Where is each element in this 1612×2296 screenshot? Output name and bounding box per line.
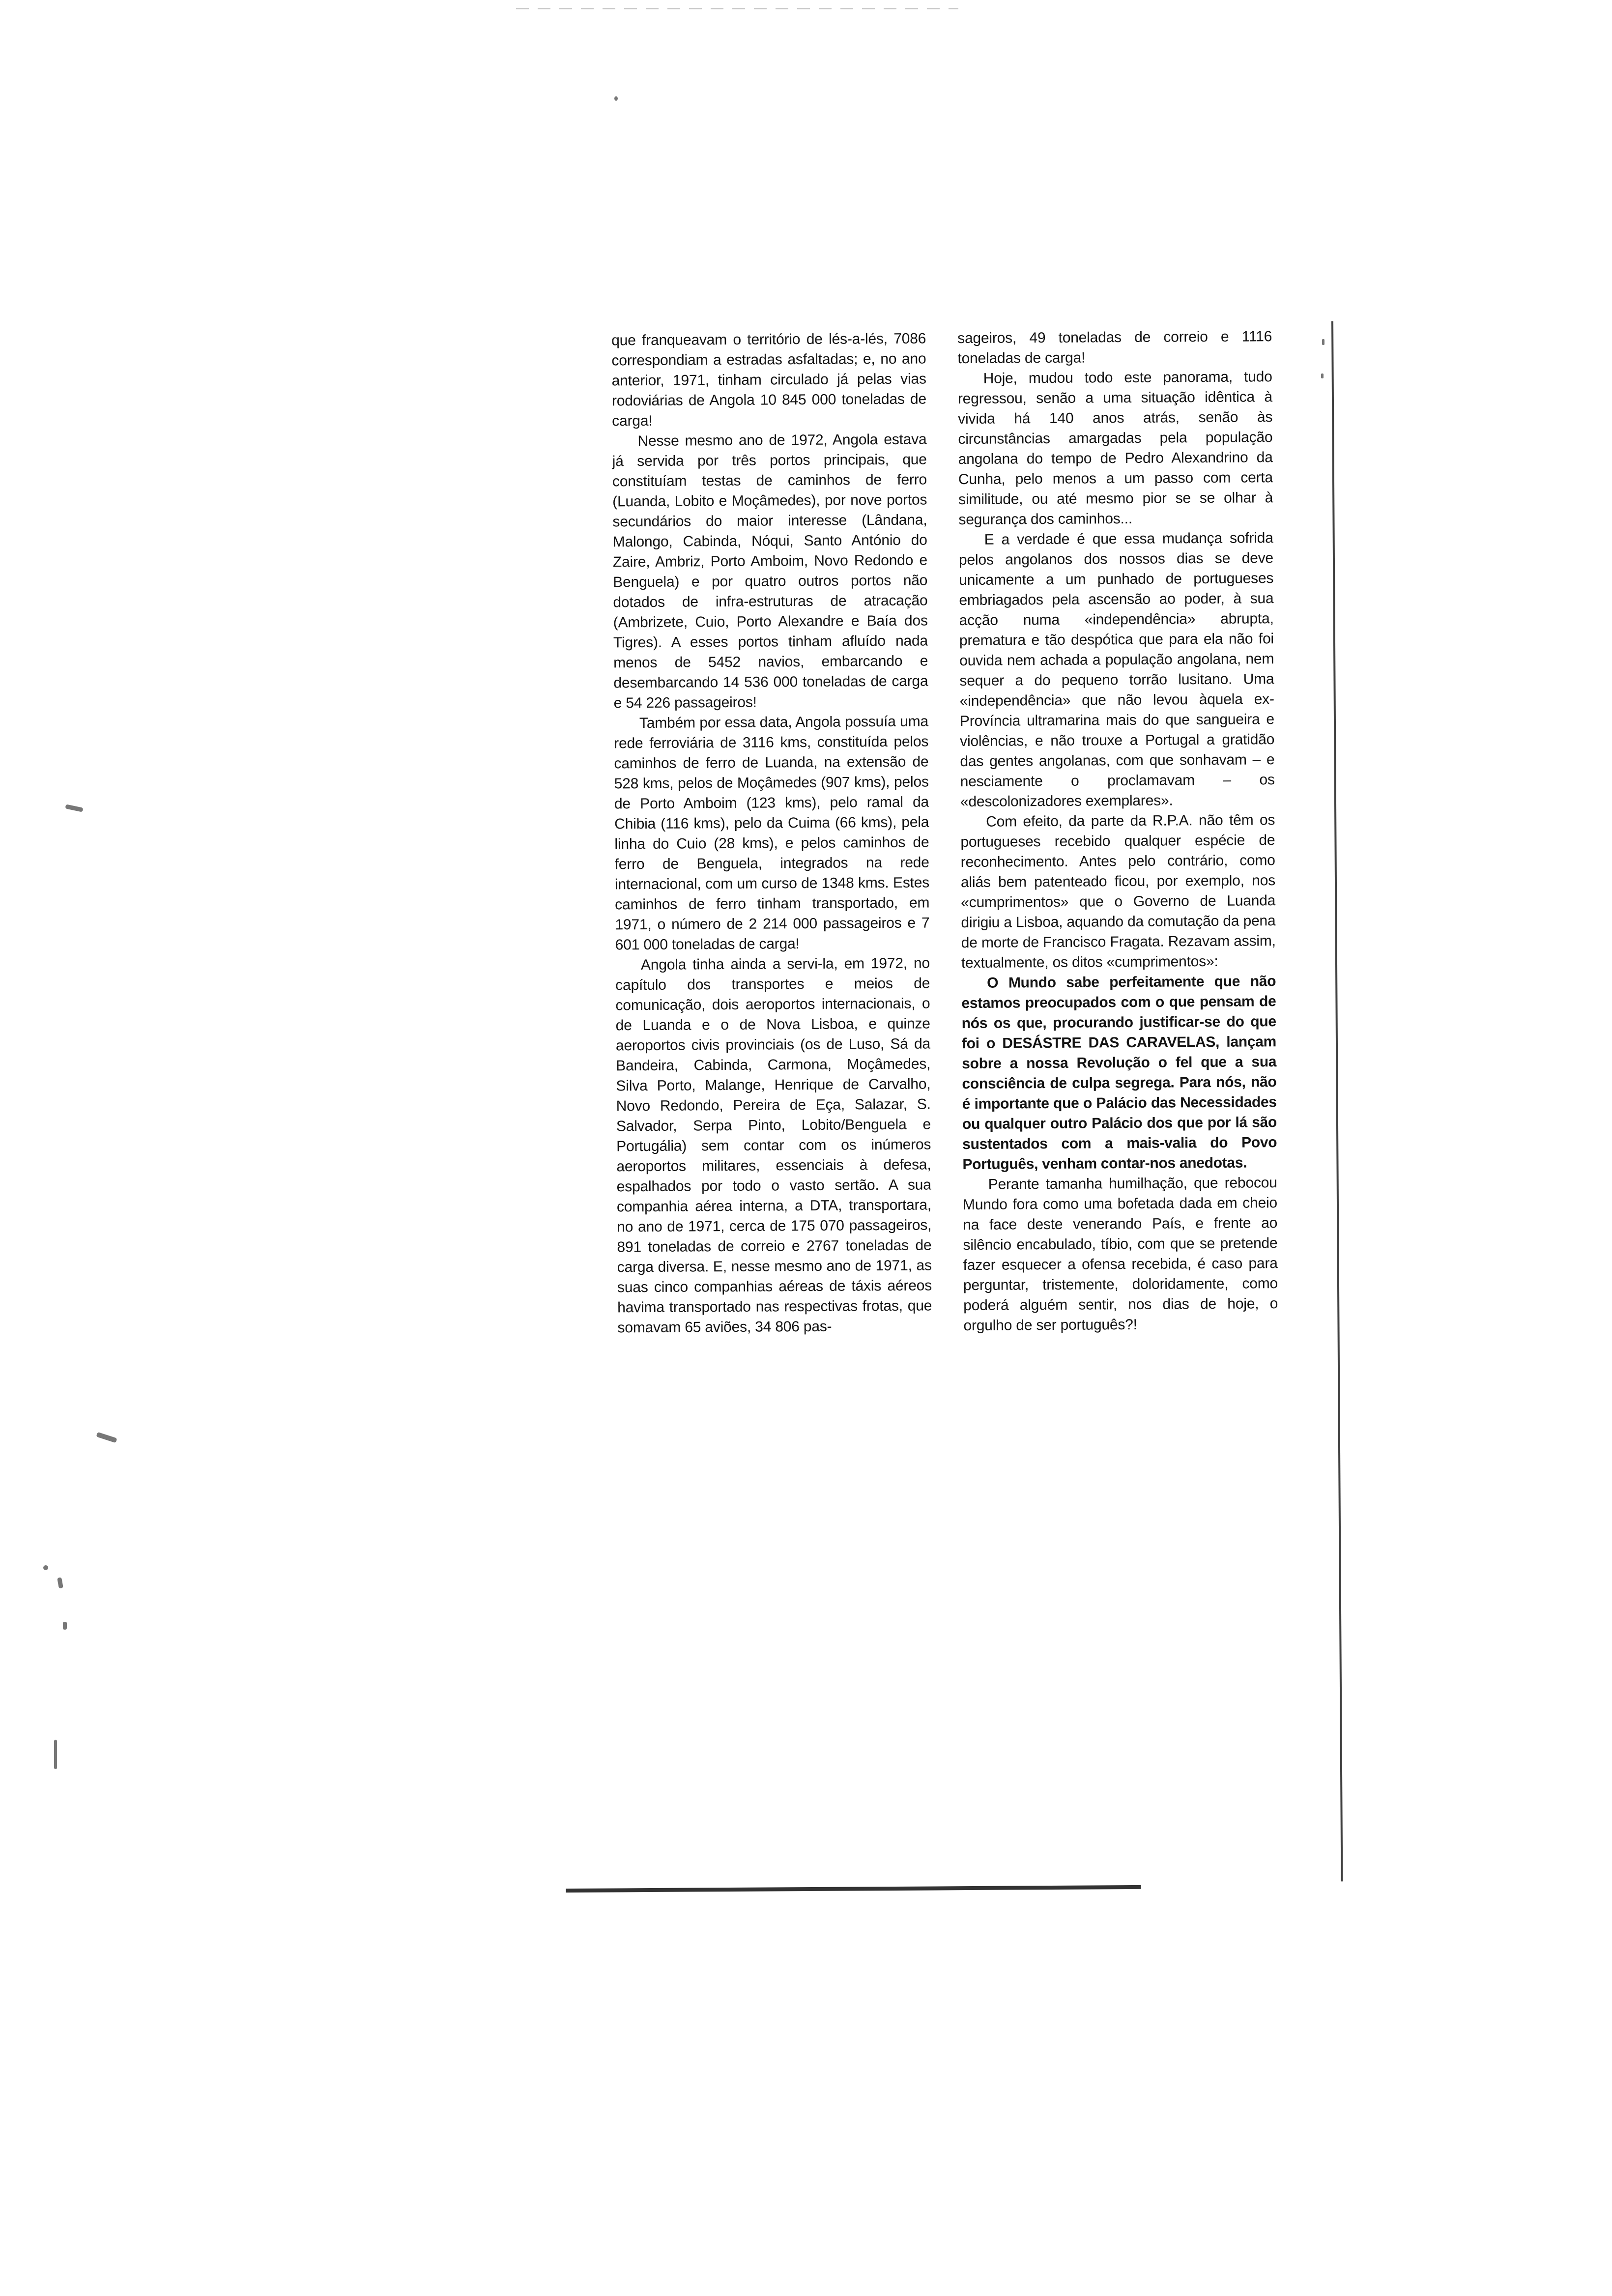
paragraph: E a verdade é que essa mudança sofrida pelos angolanos dos nossos dias se deve unicamente a um punhado de portugueses embriagados pela ascensão ao poder, à sua acção numa «independência» abrupta, prematura e tão despótica que para ela não foi ouvida nem achada a população angolana, nem sequer a do pequeno torrão lusitano. Uma «independência» que não levou àquela ex-Província ultramarina mais do que sangueira e violências, e não trouxe a Portugal a gratidão das gentes angolanas, com que sonhavam – e nesciamente o proclamavam – os «descolonizadores exemplares». <box>958 530 1275 810</box>
scan-speck <box>65 804 83 812</box>
paragraph: Nesse mesmo ano de 1972, Angola estava já servida por três portos principais, que constituíam testas de caminhos de ferro (Luanda, Lobito e Moçâmedes), por nove portos secundários do maior interesse (Lândana, Malongo, Cabinda, Nóqui, Santo António do Zaire, Ambriz, Porto Amboim, Novo Redondo e Benguela) e por quatro outros portos não dotados de infra-estruturas de atracação (Ambrizete, Cuio, Porto Alexandre e Baía dos Tigres). A esses portos tinham afluído nada menos de 5452 navios, embarcando e desembarcando 14 536 000 toneladas de carga e 54 226 passageiros! <box>612 431 928 712</box>
paragraph: Hoje, mudou todo este panorama, tudo regressou, senão a uma situação idêntica à vivida há 140 anos atrás, senão às circunstâncias amargadas pela população angolana do tempo de Pedro Alexandrino da Cunha, pelo menos a um passo com certa similitude, ou até mesmo pior se se olhar à segurança dos caminhos... <box>957 369 1273 528</box>
paragraph-quoted-bold: O Mundo sabe perfeitamente que não estamos preocupados com o que pensam de nós os que, procurando justificar-se do que foi o DESÁSTRE DAS CARAVELAS, lançam sobre a nossa Revolução o fel que a sua consciência de culpa segrega. Para nós, não é importante que o Palácio das Necessidades ou qualquer outro Palácio dos que por lá são sustentados com a mais-valia do Povo Português, venham contar-nos anedotas. <box>961 973 1277 1173</box>
scan-speck <box>96 1432 117 1443</box>
paragraph: sageiros, 49 toneladas de correio e 1116 toneladas de carga! <box>957 328 1272 367</box>
paragraph: que franqueavam o território de lés-a-lés, 7086 correspondiam a estradas asfaltadas; e, no ano anterior, 1971, tinham circulado já pelas vias rodoviárias de Angola 10 845 000 toneladas de carga! <box>611 330 927 430</box>
article-column-right <box>957 326 1278 1336</box>
paragraph: Com efeito, da parte da R.P.A. não têm os portugueses recebido qualquer espécie de reconhecimento. Antes pelo contrário, como aliás bem patenteado ficou, por exemplo, nos «cumprimentos» que o Governo de Luanda dirigiu a Lisboa, aquando da comutação da pena de morte de Francisco Fragata. Rezavam assim, textualmente, os ditos «cumprimentos»: <box>960 812 1276 972</box>
paragraph: Também por essa data, Angola possuía uma rede ferroviária de 3116 kms, constituída pelos caminhos de ferro de Luanda, na extensão de 528 kms, pelos de Moçâmedes (907 kms), pelos de Porto Amboim (123 kms), pelo ramal da Chibia (116 kms), pelo da Cuima (66 kms), pela linha do Cuio (28 kms), e pelos caminhos de ferro de Benguela, integrados na rede internacional, com um curso de 1348 kms. Estes caminhos de ferro tinham transportado, em 1971, o número de 2 214 000 passageiros e 7 601 000 toneladas de carga! <box>614 713 930 953</box>
scan-speck <box>63 1622 67 1630</box>
article-column-left <box>611 329 932 1338</box>
scan-speck <box>43 1565 48 1570</box>
paragraph: Angola tinha ainda a servi-la, em 1972, no capítulo dos transportes e meios de comunicação, dois aeroportos internacionais, o de Luanda e o de Nova Lisboa, e quinze aeroportos civis provinciais (os de Luso, Sá da Bandeira, Cabinda, Carmona, Moçâmedes, Silva Porto, Malange, Henrique de Carvalho, Novo Redondo, Pereira de Eça, Salazar, S. Salvador, Serpa Pinto, Lobito/Benguela e Portugália) sem contar com os inúmeros aeroportos militares, essenciais à defesa, espalhados por todo o vasto sertão. A sua companhia aérea interna, a DTA, transportara, no ano de 1971, cerca de 175 070 passageiros, 891 toneladas de correio e 2767 toneladas de carga diversa. E, nesse mesmo ano de 1971, as suas cinco companhias aéreas de táxis aéreos havima transportado nas respectivas frotas, que somavam 65 aviões, 34 806 pas- <box>615 955 932 1336</box>
scan-artifact-dashes <box>516 8 958 9</box>
article-bottom-rule <box>566 1885 1141 1893</box>
scan-speck <box>57 1577 63 1588</box>
article-body <box>611 326 1335 1338</box>
scan-speck <box>614 96 618 101</box>
scan-speck <box>54 1740 57 1769</box>
paragraph: Perante tamanha humilhação, que rebocou Mundo fora como uma bofetada dada em cheio na face deste venerando País, e frente ao silêncio encabulado, tíbio, com que se pretende fazer esquecer a ofensa recebida, é caso para perguntar, tristemente, doloridamente, como poderá alguém sentir, nos dias de hoje, o orgulho de ser português?! <box>962 1175 1278 1334</box>
